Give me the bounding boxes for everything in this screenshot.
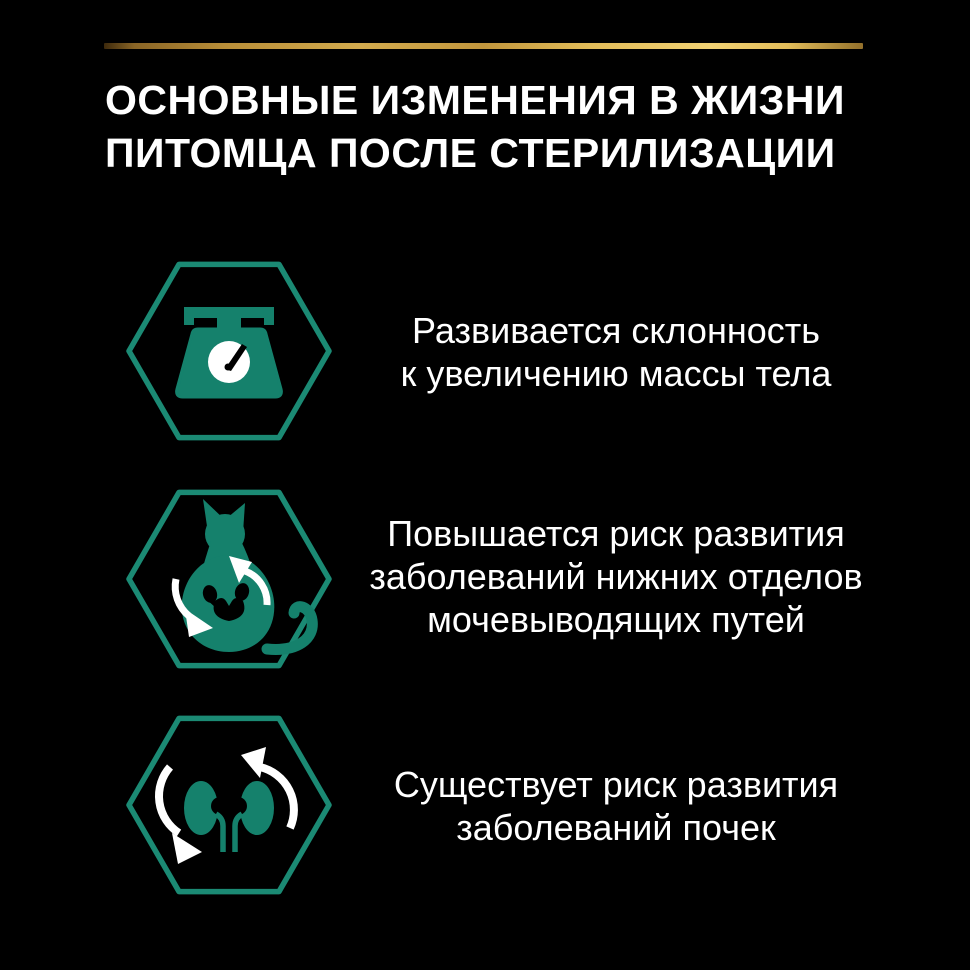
text-line: мочевыводящих путей: [427, 599, 805, 640]
item-kidney-risk: [0, 715, 970, 895]
gold-divider: [104, 43, 863, 49]
item-text: [346, 512, 886, 641]
text-line: к увеличению массы тела: [400, 353, 832, 394]
item-text: [346, 763, 886, 849]
text-line: заболеваний нижних отделов: [369, 556, 863, 597]
text-line: Существует риск развития: [393, 764, 839, 805]
text-line: Повышается риск развития: [387, 513, 845, 554]
hexagon-badge: [125, 489, 333, 669]
hexagon-badge: [125, 715, 333, 895]
item-weight-gain: [0, 261, 970, 441]
title-line-2: ПИТОМЦА ПОСЛЕ СТЕРИЛИЗАЦИИ: [105, 130, 836, 176]
kidneys-icon: [159, 747, 294, 864]
page-title: [105, 74, 895, 180]
title-line-1: ОСНОВНЫЕ ИЗМЕНЕНИЯ В ЖИЗНИ: [105, 77, 845, 123]
text-line: Развивается склонность: [412, 310, 820, 351]
cat-urinary-tract-icon: [175, 499, 312, 652]
item-urinary-tract-risk: [0, 489, 970, 669]
item-text: [346, 309, 886, 395]
text-line: заболеваний почек: [456, 807, 776, 848]
hexagon-badge: [125, 261, 333, 441]
scales-icon: [177, 307, 282, 397]
